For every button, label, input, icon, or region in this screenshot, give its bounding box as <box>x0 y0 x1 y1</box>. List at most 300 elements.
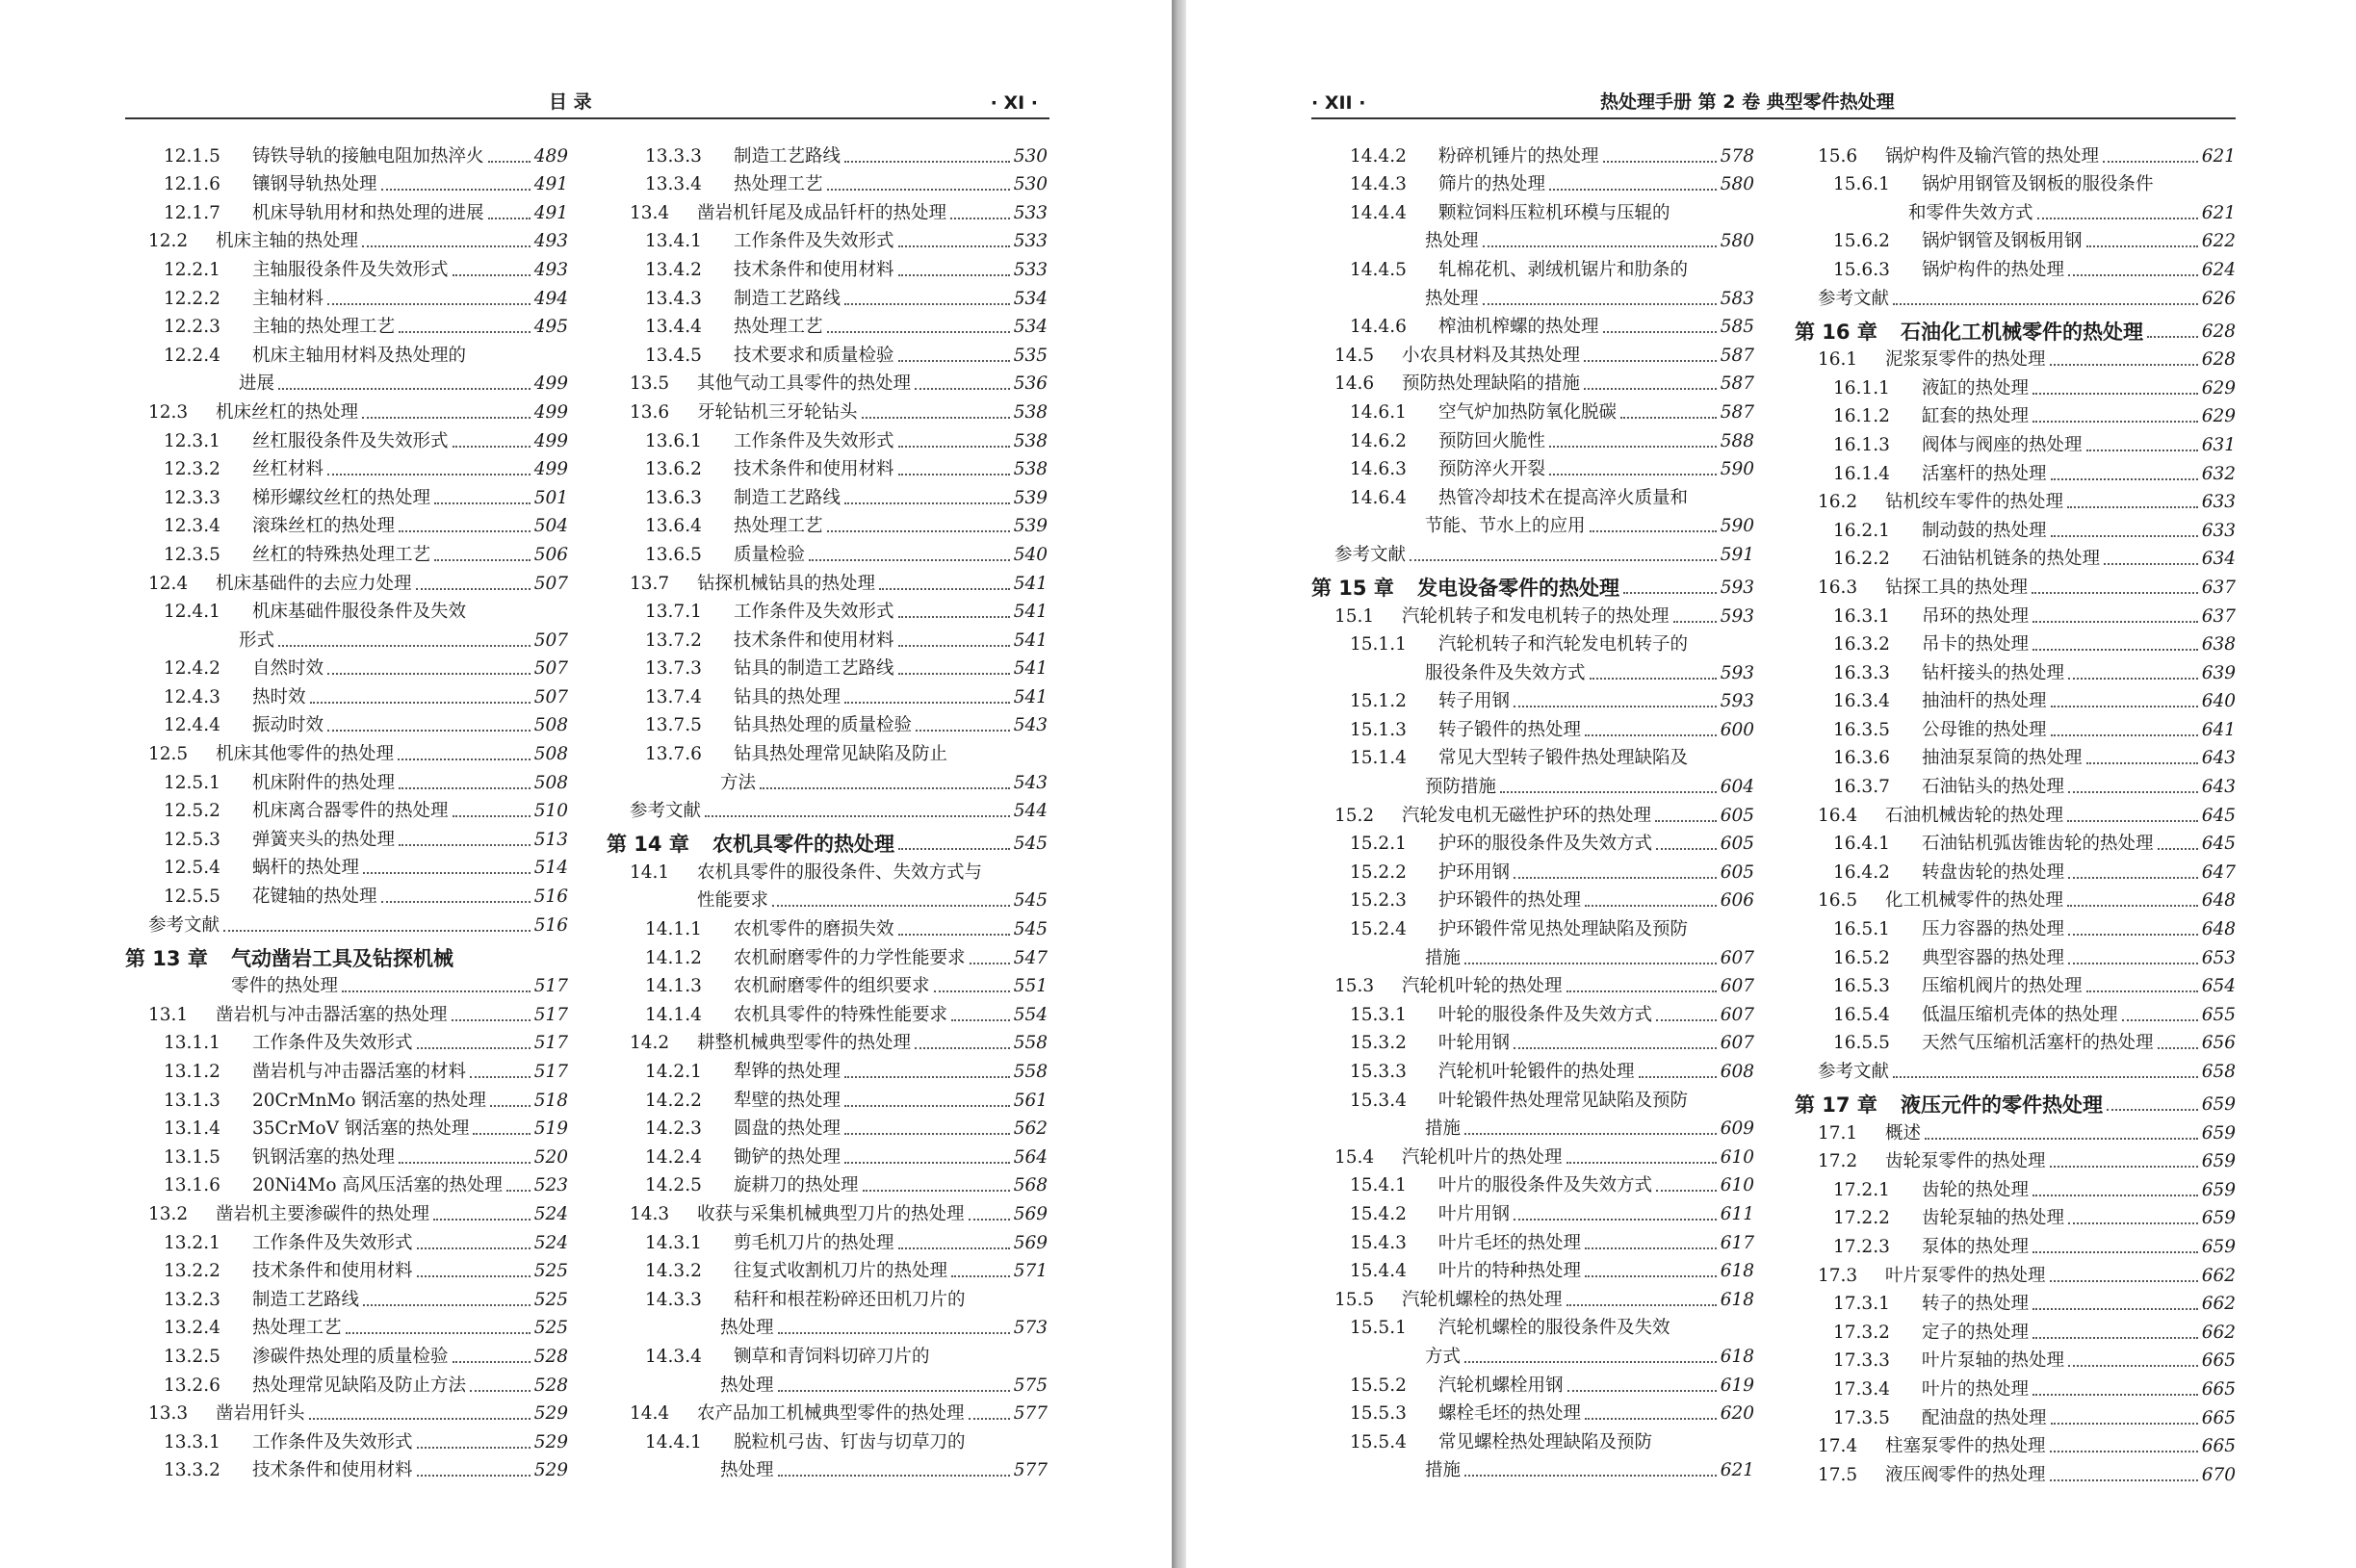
toc-entry[interactable] <box>1311 1169 1754 1197</box>
toc-entry[interactable] <box>1311 310 1754 339</box>
toc-entry[interactable] <box>125 1083 568 1112</box>
toc-entry[interactable] <box>1795 456 2236 485</box>
toc-chapter-entry[interactable] <box>1311 566 1754 599</box>
toc-leader-dots <box>1584 360 1717 362</box>
toc-entry-title: 定子的热处理 <box>1922 1322 2030 1343</box>
toc-entry[interactable] <box>1795 570 2236 599</box>
toc-entry[interactable] <box>1795 1457 2236 1486</box>
toc-entry[interactable] <box>125 367 568 396</box>
toc-entry-page: 491 <box>533 174 568 195</box>
toc-entry[interactable] <box>1311 1083 1754 1112</box>
toc-entry-title: 凿岩机与冲击器活塞的材料 <box>252 1062 467 1082</box>
toc-entry[interactable] <box>1795 281 2236 310</box>
toc-entry[interactable] <box>1795 1054 2236 1083</box>
toc-entry[interactable] <box>1795 1144 2236 1173</box>
toc-entry[interactable] <box>607 1282 1048 1311</box>
toc-entry-number: 12.2.3 <box>164 317 220 338</box>
toc-leader-dots <box>827 331 1010 333</box>
toc-entry-number: 12.3.5 <box>164 544 220 565</box>
toc-entry[interactable] <box>1311 195 1754 224</box>
toc-entry[interactable] <box>1795 1287 2236 1316</box>
toc-entry[interactable] <box>1311 940 1754 969</box>
toc-entry-page: 590 <box>1720 516 1754 537</box>
toc-leader-dots <box>969 1418 1010 1420</box>
toc-entry[interactable] <box>1311 969 1754 998</box>
toc-entry[interactable] <box>1311 338 1754 367</box>
toc-leader-dots <box>898 645 1010 647</box>
toc-entry-page: 501 <box>533 487 568 508</box>
toc-entry-title: 技术条件和使用材料 <box>252 1261 413 1282</box>
toc-entry-page: 575 <box>1013 1375 1048 1396</box>
toc-leader-dots <box>327 303 531 305</box>
toc-entry-page: 528 <box>533 1375 568 1396</box>
toc-leader-dots <box>223 930 531 932</box>
toc-entry[interactable] <box>125 1169 568 1197</box>
toc-entry-number: 16.2 <box>1818 492 1858 513</box>
toc-entry[interactable] <box>125 623 568 652</box>
toc-entry[interactable] <box>607 509 1048 538</box>
toc-entry[interactable] <box>1795 427 2236 456</box>
toc-leader-dots <box>863 1190 1010 1192</box>
toc-entry-number: 13.1.3 <box>164 1090 220 1111</box>
toc-entry[interactable] <box>1795 712 2236 741</box>
toc-entry-number: 15.4.4 <box>1350 1261 1407 1282</box>
toc-entry[interactable] <box>1311 741 1754 770</box>
toc-chapter-entry[interactable] <box>1795 1083 2236 1116</box>
toc-entry[interactable] <box>1795 1026 2236 1055</box>
toc-entry[interactable] <box>125 224 568 253</box>
toc-entry[interactable] <box>1795 1229 2236 1258</box>
toc-entry[interactable] <box>607 652 1048 681</box>
toc-entry-title: 凿岩用钎头 <box>216 1403 305 1425</box>
toc-entry[interactable] <box>1311 997 1754 1026</box>
toc-entry[interactable] <box>125 566 568 595</box>
toc-entry[interactable] <box>125 424 568 452</box>
toc-entry-title: 工作条件及失效形式 <box>252 1033 413 1054</box>
toc-entry[interactable] <box>607 940 1048 969</box>
toc-entry-number: 16.3.5 <box>1833 719 1890 740</box>
toc-entry[interactable] <box>125 1282 568 1311</box>
toc-entry-title: 热处理 <box>720 1375 774 1396</box>
toc-entry[interactable] <box>1311 1112 1754 1141</box>
toc-entry[interactable] <box>1795 684 2236 713</box>
right-page-header <box>1311 85 2236 119</box>
toc-entry[interactable] <box>1795 1116 2236 1144</box>
toc-entry[interactable] <box>1795 827 2236 856</box>
toc-entry[interactable] <box>607 680 1048 708</box>
toc-entry[interactable] <box>125 1254 568 1283</box>
toc-entry[interactable] <box>607 224 1048 253</box>
toc-entry[interactable] <box>1311 1054 1754 1083</box>
toc-entry[interactable] <box>607 1254 1048 1283</box>
toc-entry-page: 517 <box>533 1033 568 1054</box>
toc-leader-dots <box>417 1475 531 1477</box>
toc-leader-dots <box>417 1447 531 1449</box>
toc-entry[interactable] <box>125 1311 568 1340</box>
toc-leader-dots <box>898 274 1010 276</box>
toc-entry[interactable] <box>1795 1401 2236 1429</box>
toc-entry-page: 514 <box>533 858 568 879</box>
toc-leader-dots <box>1585 734 1717 736</box>
toc-leader-dots <box>1514 1047 1717 1049</box>
toc-entry[interactable] <box>607 452 1048 481</box>
toc-entry[interactable] <box>1311 424 1754 452</box>
toc-entry-page: 606 <box>1720 890 1754 912</box>
toc-entry-page: 659 <box>2201 1236 2236 1257</box>
toc-entry[interactable] <box>125 452 568 481</box>
toc-entry[interactable] <box>607 566 1048 595</box>
toc-entry-page: 518 <box>533 1090 568 1111</box>
toc-entry[interactable] <box>607 855 1048 884</box>
toc-leader-dots <box>1655 820 1717 822</box>
toc-entry[interactable] <box>125 1453 568 1482</box>
toc-entry-title: 圆盘的热处理 <box>734 1118 841 1140</box>
toc-entry[interactable] <box>125 851 568 880</box>
toc-entry-title: 典型容器的热处理 <box>1922 947 2065 968</box>
toc-entry-title: 进展 <box>239 373 275 395</box>
toc-entry[interactable] <box>607 310 1048 339</box>
toc-chapter-entry[interactable] <box>1795 310 2236 343</box>
toc-entry[interactable] <box>125 1140 568 1169</box>
toc-entry[interactable] <box>1311 509 1754 538</box>
toc-entry[interactable] <box>1795 343 2236 372</box>
toc-entry[interactable] <box>1311 1339 1754 1368</box>
toc-entry[interactable] <box>125 537 568 566</box>
toc-entry[interactable] <box>1311 827 1754 856</box>
toc-entry[interactable] <box>1311 628 1754 656</box>
toc-entry[interactable] <box>1795 1344 2236 1373</box>
toc-entry[interactable] <box>1795 1372 2236 1401</box>
toc-entry[interactable] <box>1311 1026 1754 1055</box>
toc-entry[interactable] <box>125 281 568 310</box>
toc-entry[interactable] <box>1795 1201 2236 1230</box>
toc-entry[interactable] <box>1795 513 2236 542</box>
toc-entry[interactable] <box>607 1225 1048 1254</box>
toc-entry-number: 17.2.1 <box>1833 1179 1890 1200</box>
toc-leader-dots <box>915 388 1010 390</box>
toc-leader-dots <box>363 1304 531 1306</box>
toc-entry[interactable] <box>607 912 1048 940</box>
toc-entry[interactable] <box>1311 367 1754 396</box>
toc-leader-dots <box>2068 791 2198 793</box>
toc-leader-dots <box>1584 388 1717 390</box>
left-header-title: 目 录 <box>549 91 592 113</box>
toc-entry-number: 13.4.3 <box>645 288 702 309</box>
toc-entry-number: 16.3.2 <box>1833 634 1890 655</box>
toc-entry-title: 机床离合器零件的热处理 <box>252 801 449 822</box>
toc-entry-page: 564 <box>1013 1146 1048 1168</box>
toc-entry[interactable] <box>1311 1254 1754 1283</box>
toc-entry[interactable] <box>125 1425 568 1453</box>
toc-entry[interactable] <box>1311 452 1754 481</box>
toc-entry[interactable] <box>125 708 568 737</box>
toc-entry[interactable] <box>607 281 1048 310</box>
toc-entry-page: 541 <box>1013 573 1048 594</box>
toc-entry-title: 措施 <box>1425 1118 1462 1140</box>
toc-entry[interactable] <box>1311 599 1754 628</box>
toc-entry[interactable] <box>1311 1282 1754 1311</box>
toc-entry-title: 叶轮用钢 <box>1438 1033 1511 1054</box>
toc-leader-dots <box>2068 1365 2198 1367</box>
toc-entry[interactable] <box>1311 655 1754 684</box>
toc-entry[interactable] <box>1795 1429 2236 1458</box>
toc-entry-page: 529 <box>533 1431 568 1452</box>
toc-entry-page: 535 <box>1013 345 1048 366</box>
toc-entry-page: 507 <box>533 658 568 680</box>
toc-entry[interactable] <box>1795 798 2236 827</box>
toc-entry-page: 585 <box>1720 317 1754 338</box>
toc-entry[interactable] <box>607 708 1048 737</box>
toc-entry[interactable] <box>125 195 568 224</box>
toc-entry-title: 质量检验 <box>734 544 806 565</box>
toc-entry[interactable] <box>1795 628 2236 656</box>
toc-entry[interactable] <box>125 652 568 681</box>
toc-entry[interactable] <box>607 195 1048 224</box>
toc-entry[interactable] <box>607 1169 1048 1197</box>
toc-entry-number: 14.3 <box>630 1203 670 1224</box>
toc-entry-title: 石油钻头的热处理 <box>1922 777 2065 798</box>
toc-entry[interactable] <box>1795 969 2236 998</box>
toc-entry[interactable] <box>1311 281 1754 310</box>
toc-leader-dots <box>2050 1451 2198 1452</box>
toc-entry[interactable] <box>607 1140 1048 1169</box>
toc-entry[interactable] <box>1795 599 2236 628</box>
toc-entry[interactable] <box>125 794 568 823</box>
toc-entry[interactable] <box>1795 655 2236 684</box>
toc-entry-number: 12.3.4 <box>164 516 220 537</box>
toc-entry[interactable] <box>607 139 1048 167</box>
toc-entry-title: 丝杠材料 <box>252 459 324 480</box>
toc-entry[interactable] <box>1795 139 2236 167</box>
toc-entry-page: 523 <box>533 1175 568 1196</box>
toc-entry-page: 647 <box>2201 861 2236 883</box>
toc-entry-page: 588 <box>1720 430 1754 451</box>
toc-entry[interactable] <box>1311 1196 1754 1225</box>
toc-entry[interactable] <box>125 879 568 908</box>
toc-entry[interactable] <box>125 338 568 367</box>
toc-entry[interactable] <box>1311 395 1754 424</box>
toc-chapter-entry[interactable] <box>607 822 1048 855</box>
toc-entry-page: 607 <box>1720 1033 1754 1054</box>
toc-entry-page: 617 <box>1720 1232 1754 1253</box>
toc-entry-title: 秸秆和根茬粉碎还田机刀片的 <box>734 1289 966 1310</box>
toc-leader-dots <box>2147 336 2198 338</box>
toc-entry-title: 热处理 <box>1425 288 1479 309</box>
toc-entry[interactable] <box>1795 399 2236 428</box>
toc-entry-number: 17.2.3 <box>1833 1236 1890 1257</box>
toc-entry-title: 制造工艺路线 <box>734 145 841 167</box>
toc-entry[interactable] <box>125 680 568 708</box>
toc-entry[interactable] <box>125 1225 568 1254</box>
toc-entry[interactable] <box>125 1026 568 1055</box>
toc-entry[interactable] <box>607 997 1048 1026</box>
toc-entry[interactable] <box>125 595 568 624</box>
toc-leader-dots <box>1656 1190 1717 1192</box>
toc-entry[interactable] <box>1311 798 1754 827</box>
toc-entry-page: 628 <box>2201 349 2236 371</box>
toc-entry[interactable] <box>125 1054 568 1083</box>
toc-entry[interactable] <box>1795 167 2236 196</box>
toc-entry[interactable] <box>1795 1258 2236 1287</box>
toc-entry[interactable] <box>607 794 1048 823</box>
toc-entry-title: 机床导轨用材和热处理的进展 <box>252 202 484 223</box>
toc-entry[interactable] <box>125 139 568 167</box>
toc-entry[interactable] <box>125 736 568 765</box>
toc-entry[interactable] <box>1311 684 1754 713</box>
toc-entry-title: 钻探机械钻具的热处理 <box>697 573 876 594</box>
toc-entry[interactable] <box>125 908 568 937</box>
toc-entry[interactable] <box>1795 224 2236 253</box>
toc-entry[interactable] <box>125 765 568 794</box>
toc-leader-dots <box>2051 1423 2198 1425</box>
toc-entry[interactable] <box>1795 1315 2236 1344</box>
toc-entry[interactable] <box>607 884 1048 913</box>
toc-entry-title: 齿轮泵轴的热处理 <box>1922 1208 2065 1229</box>
toc-entry[interactable] <box>1311 1311 1754 1340</box>
toc-entry[interactable] <box>607 1026 1048 1055</box>
toc-entry[interactable] <box>1311 167 1754 196</box>
toc-entry[interactable] <box>607 765 1048 794</box>
toc-leader-dots <box>453 446 531 448</box>
toc-entry[interactable] <box>1311 769 1754 798</box>
toc-entry[interactable] <box>607 595 1048 624</box>
toc-entry[interactable] <box>607 252 1048 281</box>
toc-entry[interactable] <box>607 969 1048 998</box>
toc-entry-title: 脱粒机弓齿、钉齿与切草刀的 <box>734 1431 966 1452</box>
toc-entry[interactable] <box>1311 224 1754 253</box>
toc-entry[interactable] <box>125 969 568 998</box>
toc-entry[interactable] <box>607 1339 1048 1368</box>
toc-entry[interactable] <box>607 480 1048 509</box>
toc-entry[interactable] <box>607 1311 1048 1340</box>
toc-entry-title: 制造工艺路线 <box>734 288 841 309</box>
toc-entry[interactable] <box>1795 884 2236 913</box>
toc-entry[interactable] <box>125 509 568 538</box>
toc-entry-title: 和零件失效方式 <box>1908 202 2033 223</box>
toc-entry[interactable] <box>1311 1225 1754 1254</box>
toc-entry[interactable] <box>125 310 568 339</box>
toc-leader-dots <box>453 1361 531 1363</box>
toc-entry-title: 参考文献 <box>148 914 220 936</box>
toc-entry[interactable] <box>125 395 568 424</box>
toc-entry-title: 农产品加工机械典型零件的热处理 <box>697 1403 965 1425</box>
toc-entry[interactable] <box>1795 912 2236 940</box>
toc-entry[interactable] <box>125 480 568 509</box>
toc-entry[interactable] <box>1311 1140 1754 1169</box>
toc-entry[interactable] <box>607 1196 1048 1225</box>
toc-chapter-entry[interactable] <box>125 937 568 969</box>
toc-entry[interactable] <box>1795 371 2236 399</box>
toc-entry[interactable] <box>1795 741 2236 770</box>
toc-leader-dots <box>2050 364 2198 366</box>
toc-entry[interactable] <box>1311 139 1754 167</box>
toc-entry[interactable] <box>607 395 1048 424</box>
toc-entry-number: 13.7.2 <box>645 630 702 651</box>
toc-entry[interactable] <box>607 1112 1048 1141</box>
toc-entry[interactable] <box>1311 1453 1754 1482</box>
toc-entry-title: 泥浆泵零件的热处理 <box>1885 349 2046 371</box>
toc-entry[interactable] <box>1795 940 2236 969</box>
toc-entry[interactable] <box>607 424 1048 452</box>
toc-entry[interactable] <box>1311 480 1754 509</box>
toc-leader-dots <box>1549 474 1717 476</box>
toc-entry[interactable] <box>125 1112 568 1141</box>
toc-entry[interactable] <box>607 338 1048 367</box>
toc-entry-page: 528 <box>533 1346 568 1367</box>
toc-entry-title: 蜗杆的热处理 <box>252 858 360 879</box>
toc-entry[interactable] <box>607 623 1048 652</box>
toc-entry[interactable] <box>125 997 568 1026</box>
toc-entry-number: 12.1.5 <box>164 145 220 167</box>
toc-leader-dots <box>2068 963 2198 964</box>
toc-entry[interactable] <box>1795 195 2236 224</box>
toc-entry[interactable] <box>607 1453 1048 1482</box>
toc-entry[interactable] <box>1311 712 1754 741</box>
toc-entry-number: 15.4.2 <box>1350 1203 1407 1224</box>
toc-entry[interactable] <box>1795 769 2236 798</box>
toc-entry-title: 弹簧夹头的热处理 <box>252 829 396 850</box>
toc-entry[interactable] <box>1311 884 1754 913</box>
toc-entry[interactable] <box>607 537 1048 566</box>
toc-entry[interactable] <box>125 1196 568 1225</box>
toc-entry[interactable] <box>607 1368 1048 1397</box>
toc-entry-number: 15.1 <box>1334 605 1375 627</box>
toc-entry-number: 13.7.5 <box>645 715 702 736</box>
toc-entry[interactable] <box>1311 912 1754 940</box>
toc-entry[interactable] <box>125 822 568 851</box>
toc-entry[interactable] <box>1311 252 1754 281</box>
toc-entry[interactable] <box>1795 997 2236 1026</box>
toc-entry[interactable] <box>1795 485 2236 514</box>
toc-leader-dots <box>2068 1222 2198 1224</box>
toc-entry[interactable] <box>607 1083 1048 1112</box>
toc-entry[interactable] <box>1311 855 1754 884</box>
toc-entry-title: 颗粒饲料压粒机环模与压辊的 <box>1438 202 1670 223</box>
toc-leader-dots <box>1566 1304 1717 1306</box>
toc-leader-dots <box>951 1019 1010 1021</box>
toc-entry[interactable] <box>1311 1368 1754 1397</box>
toc-entry[interactable] <box>1795 542 2236 571</box>
toc-entry[interactable] <box>607 367 1048 396</box>
toc-entry[interactable] <box>607 736 1048 765</box>
toc-leader-dots <box>2086 450 2198 451</box>
toc-entry-number: 13.5 <box>630 373 670 395</box>
toc-entry[interactable] <box>1795 1172 2236 1201</box>
toc-entry[interactable] <box>1311 1425 1754 1453</box>
toc-entry[interactable] <box>1311 537 1754 566</box>
toc-entry[interactable] <box>125 252 568 281</box>
toc-entry-number: 15.5.3 <box>1350 1403 1407 1425</box>
toc-entry-number: 12.3.1 <box>164 430 220 451</box>
toc-entry[interactable] <box>1795 252 2236 281</box>
toc-leader-dots <box>1549 189 1717 191</box>
toc-entry[interactable] <box>125 1368 568 1397</box>
toc-entry-page: 517 <box>533 976 568 997</box>
toc-entry[interactable] <box>607 1054 1048 1083</box>
toc-entry[interactable] <box>1311 1397 1754 1426</box>
toc-entry[interactable] <box>125 167 568 196</box>
toc-entry-page: 605 <box>1720 805 1754 826</box>
toc-entry[interactable] <box>1795 855 2236 884</box>
toc-leader-dots <box>898 616 1010 618</box>
toc-entry-number: 14.2.3 <box>645 1118 702 1140</box>
toc-entry[interactable] <box>125 1397 568 1426</box>
toc-entry[interactable] <box>125 1339 568 1368</box>
toc-entry[interactable] <box>607 1425 1048 1453</box>
toc-entry[interactable] <box>607 167 1048 196</box>
toc-entry-page: 569 <box>1013 1203 1048 1224</box>
toc-entry[interactable] <box>607 1397 1048 1426</box>
